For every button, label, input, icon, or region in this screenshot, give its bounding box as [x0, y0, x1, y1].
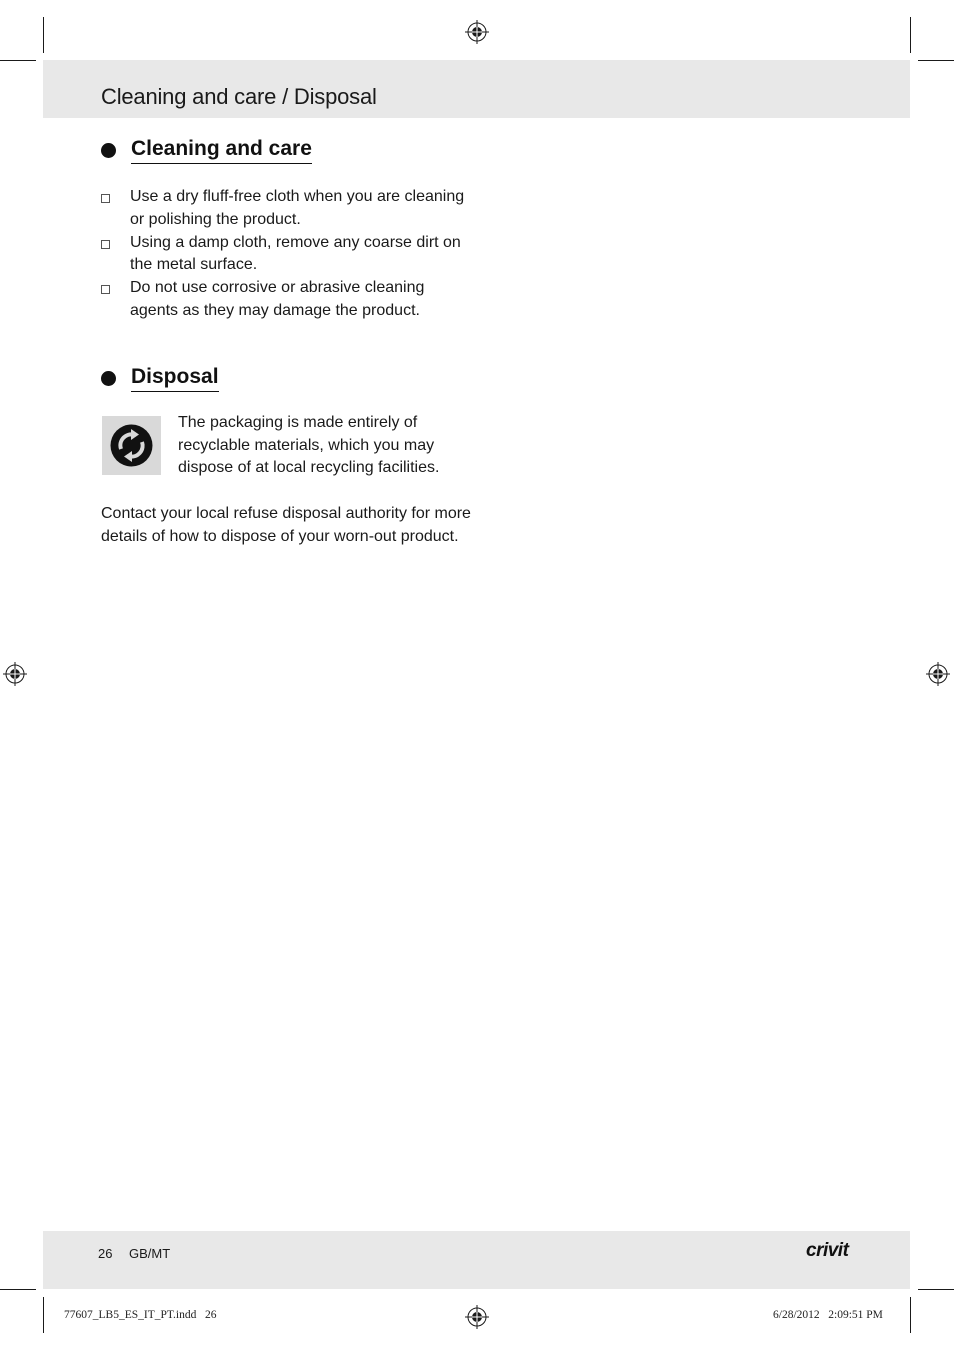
cleaning-heading-text: Cleaning and care [131, 136, 312, 164]
checkbox-bullet-icon [101, 240, 110, 249]
crop-mark [0, 1289, 36, 1290]
disposal-heading-text: Disposal [131, 364, 219, 392]
list-item-line: Using a damp cloth, remove any coarse dirt on [130, 233, 461, 251]
paragraph-line: recyclable materials, which you may [178, 436, 435, 454]
disposal-section-heading [101, 364, 219, 392]
slug-filename: 77607_LB5_ES_IT_PT.indd 26 [64, 1309, 217, 1321]
list-item-line: or polishing the product. [130, 210, 301, 228]
recycling-logo [102, 416, 161, 475]
brand-logo: crivit [806, 1240, 849, 1261]
crop-mark [918, 60, 954, 61]
cleaning-list [101, 186, 481, 323]
registration-mark-icon [3, 662, 27, 686]
registration-mark-icon [465, 20, 489, 44]
footer-band [43, 1231, 910, 1289]
crop-mark [43, 1297, 44, 1333]
page-title: Cleaning and care / Disposal [101, 84, 377, 109]
list-item-line: Use a dry fluff-free cloth when you are cleaning [130, 188, 465, 205]
crop-mark [910, 1297, 911, 1333]
list-item-line: agents as they may damage the product. [130, 301, 420, 319]
crop-mark [43, 17, 44, 53]
bullet-dot-icon [101, 371, 116, 386]
registration-mark-icon [465, 1305, 489, 1329]
registration-mark-icon [926, 662, 950, 686]
crop-mark [0, 60, 36, 61]
packaging-paragraph [178, 412, 478, 480]
cleaning-section-heading [101, 136, 312, 164]
contact-paragraph [101, 503, 491, 548]
list-item-line: Do not use corrosive or abrasive cleaning [130, 279, 425, 296]
list-item-line: the metal surface. [130, 256, 258, 273]
checkbox-bullet-icon [101, 285, 110, 294]
checkbox-bullet-icon [101, 194, 110, 203]
paragraph-line: details of how to dispose of your worn-out product. [101, 527, 459, 545]
language-code: GB/MT [129, 1246, 171, 1261]
list-item [101, 232, 481, 277]
bullet-dot-icon [101, 143, 116, 158]
list-item [101, 277, 481, 322]
paragraph-line: The packaging is made entirely of [178, 414, 418, 431]
green-dot-icon [102, 416, 161, 475]
paragraph-line: dispose of at local recycling facilities. [178, 459, 440, 477]
crop-mark [918, 1289, 954, 1290]
crop-mark [910, 17, 911, 53]
paragraph-line: Contact your local refuse disposal authority for more [101, 505, 471, 522]
page-number: 26 [98, 1246, 113, 1261]
slug-timestamp: 6/28/2012 2:09:51 PM [773, 1309, 883, 1321]
list-item [101, 186, 481, 231]
